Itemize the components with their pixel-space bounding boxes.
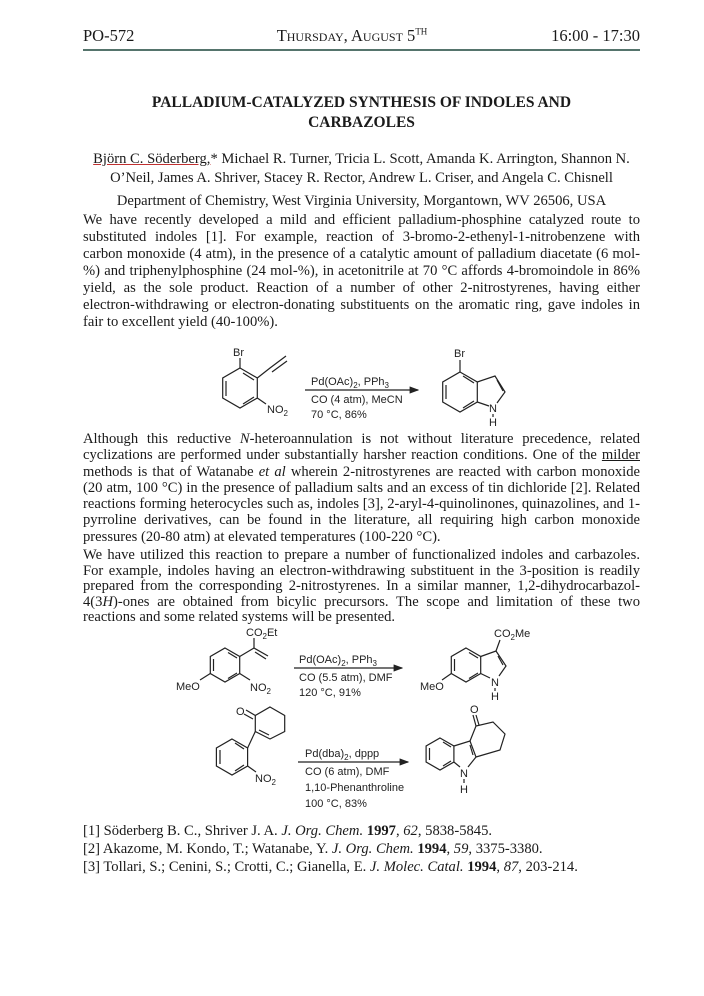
h-label: H (460, 784, 468, 796)
session-day-sup: TH (415, 26, 428, 37)
h-label: H (491, 691, 499, 703)
p3-seg: We have utilized this reaction to prepare a number of functionalized indoles and carbazoles. For example, indoles having an electron-withdrawing substituent in the 3-position is readily prepared from the corresponding 2-nitrostyrenes. In a similar manner, 1,2-dihydrocarbazol-4(3 (83, 547, 640, 610)
svg-text:NO2: $NO_2$ (250, 682, 271, 696)
n-label: N (491, 677, 499, 689)
meo-label: MeO (176, 681, 200, 693)
scheme-2 (176, 627, 530, 703)
n-label: N (460, 768, 468, 780)
reagent-conditions: CO (4 atm), MeCN (311, 394, 403, 406)
svg-text:NO2: $NO_2$ (255, 773, 276, 787)
meo-label: MeO (420, 681, 444, 693)
svg-text:Pd(OAc)2, PPh3: $Pd(OAc)_2$, PPh$_3$ (299, 654, 377, 668)
reactant-nitrostyrene-ester (176, 627, 277, 696)
p2-italic: N (239, 431, 250, 447)
p2-seg: -heteroannulation is not without literature precedence, related cyclizations are performed under substantially harsher reaction conditions. One of the (83, 431, 640, 464)
title-line-1: PALLADIUM-CATALYZED SYNTHESIS OF INDOLES AND (151, 94, 572, 111)
p3-seg: )-ones are obtained from bicylic precursors. The scope and limitation of these two reactions and some related systems will be presented. (83, 593, 640, 625)
scheme-3 (216, 704, 505, 810)
product-dihydrocarbazolone (426, 704, 505, 796)
reagent-temp-yield: 100 °C, 83% (305, 798, 367, 810)
reagent-conditions: CO (6 atm), DMF (305, 766, 390, 778)
reagent-catalyst: $Pd(OAc)_2$, PPh$_3$ (311, 376, 389, 390)
session-time: 16:00 - 17:30 (551, 26, 640, 45)
svg-text:Pd(dba)2, dppp: $Pd(dba)_2$, dppp (305, 748, 380, 762)
reference-2: [2] Akazome, M. Kondo, T.; Watanabe, Y. J. Org. Chem. 1994, 59, 3375-3380. (83, 841, 543, 857)
reference-3: [3] Tollari, S.; Cenini, S.; Crotti, C.; Gianella, E. J. Molec. Catal. 1994, 87, 203-214. (83, 859, 578, 875)
authors-line-1: * Michael R. Turner, Tricia L. Scott, Amanda K. Arrington, Shannon N. (210, 151, 630, 167)
p2-italic: et al (258, 463, 286, 480)
reactant-aryl-cyclohexenone (216, 706, 284, 787)
product-4-bromoindole (443, 348, 505, 429)
o-label: O (470, 704, 479, 716)
reactant-3-bromo-2-ethenyl-nitrobenzene (223, 347, 289, 418)
reagent-temp-yield: 120 °C, 91% (299, 687, 361, 699)
p2-underlined: milder (601, 447, 640, 464)
paragraph-1: We have recently developed a mild and efficient palladium-phosphine catalyzed route to substituted indoles [1]. For example, reaction of 3-bromo-2-ethenyl-1-nitrobenzene with carbon monoxide (4 atm), in the presence of a catalytic amount of palladium diacetate (6 mol-%) and triphenylphosphine (24 mol-%), in acetonitrile at 70 °C affords 4-bromoindole in 86% yield, as the sole product. Reaction of a number of other 2-nitrostyrenes, having either electron-withdrawing or electron-donating substituents on the aromatic ring, gave indoles in fair to excellent yield (40-100%). (83, 212, 640, 330)
o-label: O (236, 706, 245, 718)
reference-1: [1] Söderberg B. C., Shriver J. A. J. Org. Chem. 1997, 62, 5838-5845. (83, 823, 493, 839)
svg-text:CO2Et: $CO_2Et$ (246, 627, 278, 641)
title-line-2: CARBAZOLES (308, 114, 415, 131)
authors-line-2: O’Neil, James A. Shriver, Stacey R. Rector, Andrew L. Criser, and Angela C. Chisnell (110, 170, 613, 186)
h-label: H (489, 417, 497, 429)
product-indole-ester (420, 628, 530, 703)
poster-code: PO-572 (83, 26, 135, 45)
scheme-1 (223, 347, 505, 429)
reagent-conditions: CO (5.5 atm), DMF (299, 672, 393, 684)
p2-seg: Although this reductive (83, 431, 240, 447)
session-day-text: Thursday, August 5 (276, 26, 416, 45)
n-label: N (489, 403, 497, 415)
svg-text:CO2Me: $CO_2Me$ (494, 628, 531, 642)
presenting-author: Björn C. Söderberg, (93, 151, 211, 167)
p2-seg: wherein 2-nitrostyrenes are reacted with carbon monoxide (20 atm, 100 °C) in the presence of palladium salts and an excess of tin dichloride [2]. Related reactions forming heterocycles such as, indoles [3], 2-aryl-4-quinolinones, quinazolines, and 1-pyrroline derivatives, can be found in the literature, all requiring high carbon monoxide pressures (20-80 atm) at elevated temperatures (100-220 °C). (83, 463, 640, 545)
p2-seg: methods is that of Watanabe (83, 463, 259, 480)
references (83, 822, 578, 876)
reagent-additive: 1,10-Phenanthroline (305, 782, 405, 794)
affiliation: Department of Chemistry, West Virginia University, Morgantown, WV 26506, USA (116, 193, 607, 209)
br-label: Br (454, 348, 465, 360)
svg-text:NO2: $NO_2$ (267, 404, 288, 418)
br-label: Br (233, 347, 244, 359)
reagent-temp-yield: 70 °C, 86% (311, 409, 367, 421)
p3-italic: H (102, 593, 114, 610)
